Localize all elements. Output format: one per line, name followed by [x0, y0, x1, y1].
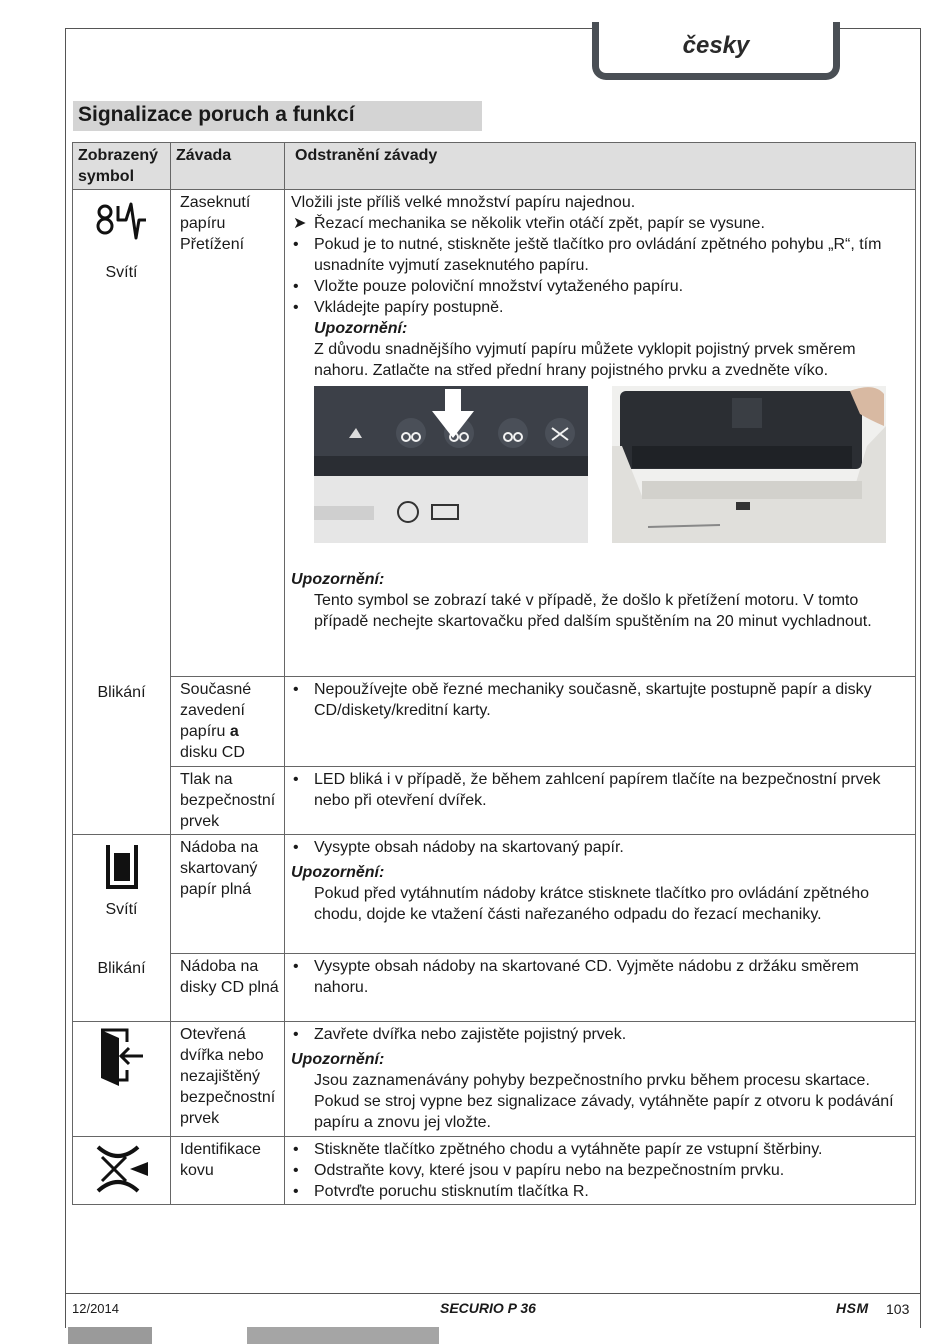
remedy-cell: [285, 677, 916, 767]
note-label: Upozornění:: [291, 864, 385, 881]
note-text: Jsou zaznamenávány pohyby bezpečnostního prvku během procesu skartace. Pokud se stroj vypne bez signalizace závady, vytáhněte papír z otvoru k podávání papíru a znovu jej vložte.: [314, 1072, 894, 1131]
list-item: • Odstraňte kovy, které jsou v papíru nebo na bezpečnostním prvku.: [293, 1162, 785, 1179]
photo-row: [314, 386, 909, 543]
bottom-decor-bar: [247, 1327, 439, 1344]
bullet-icon: •: [293, 236, 299, 253]
list-item: • Potvrďte poruchu stisknutím tlačítka R.: [293, 1183, 589, 1200]
symbol-state-on: Svítí: [105, 264, 138, 281]
fault-cell: Tlak na bezpečnostní prvek: [171, 767, 285, 835]
page-number: 103: [886, 1301, 910, 1317]
symbol-state-on: Svítí: [105, 901, 138, 918]
door-open-icon: [97, 1028, 147, 1086]
table-row: [73, 677, 916, 767]
bullet-icon: •: [293, 299, 299, 316]
table-row: [73, 954, 916, 1022]
note-label: Upozornění:: [291, 1051, 385, 1068]
fault-cell: Nádoba na skartovaný papír plná: [171, 835, 285, 954]
section-title: Signalizace poruch a funkcí: [73, 101, 482, 131]
table-row: [73, 1137, 916, 1205]
bin-full-icon: [105, 841, 139, 891]
control-panel-photo: [314, 386, 588, 543]
fault-table: [72, 142, 916, 1205]
footer-model: SECURIO P 36: [440, 1300, 536, 1316]
remedy-cell: [285, 767, 916, 835]
list-item: • Vysypte obsah nádoby na skartované CD. Vyjměte nádobu z držáku směrem nahoru.: [293, 958, 859, 996]
remedy-intro: Vložili jste příliš velké množství papíru najednou.: [291, 194, 636, 211]
list-item: • Nepoužívejte obě řezné mechaniky současně, skartujte postupně papír a disky CD/diskety/kreditní karty.: [293, 681, 872, 719]
metal-detection-icon: [94, 1143, 150, 1195]
table-row: [73, 1022, 916, 1137]
note-text: Tento symbol se zobrazí také v případě, že došlo k přetížení motoru. V tomto případě nechejte skartovačku před dalším spuštěním na 20 minut vychladnout.: [314, 592, 872, 630]
arrow-marker-icon: ➤: [293, 215, 307, 232]
table-header-row: [73, 143, 916, 190]
shredder-open-photo: [612, 386, 886, 543]
list-item: ➤ Řezací mechanika se několik vteřin otáčí zpět, papír se vysune.: [293, 215, 765, 232]
table-row: [73, 835, 916, 954]
list-item: • Vložte pouze poloviční množství vytaženého papíru.: [293, 278, 684, 295]
remedy-list: [291, 213, 909, 318]
fault-cell: Nádoba na disky CD plná: [171, 954, 285, 1022]
header-remedy: Odstranění závady: [285, 143, 916, 190]
bullet-icon: •: [293, 681, 299, 698]
bullet-icon: •: [293, 1141, 299, 1158]
symbol-cell: [73, 835, 171, 1022]
header-fault: Závada: [171, 143, 285, 190]
list-item: • Vkládejte papíry postupně.: [293, 299, 504, 316]
list-item: • Pokud je to nutné, stiskněte ještě tlačítko pro ovládání zpětného pohybu „R“, tím usnadníte vyjmutí zaseknutého papíru.: [293, 236, 882, 274]
list-item: • Vysypte obsah nádoby na skartovaný papír.: [293, 839, 624, 856]
symbol-state-blink: Blikání: [97, 684, 146, 701]
fault-cell: Zaseknutí papíru Přetížení: [171, 190, 285, 677]
bottom-decor-bar: [68, 1327, 152, 1344]
bullet-icon: •: [293, 771, 299, 788]
remedy-cell: [285, 1022, 916, 1137]
remedy-cell: [285, 954, 916, 1022]
bullet-icon: •: [293, 1183, 299, 1200]
bullet-icon: •: [293, 1026, 299, 1043]
footer-divider: [65, 1293, 921, 1294]
fault-cell: Současné zavedení papíru a disku CD: [171, 677, 285, 767]
symbol-state-blink: Blikání: [97, 960, 146, 977]
brand-logo: HSM: [836, 1300, 869, 1316]
bullet-icon: •: [293, 278, 299, 295]
language-tab: [592, 22, 840, 80]
symbol-cell: [73, 1137, 171, 1205]
bullet-icon: •: [293, 958, 299, 975]
list-item: • Zavřete dvířka nebo zajistěte pojistný prvek.: [293, 1026, 627, 1043]
bullet-icon: •: [293, 839, 299, 856]
table-row: [73, 767, 916, 835]
remedy-cell: [285, 835, 916, 954]
footer-date: 12/2014: [72, 1301, 119, 1316]
header-symbol: Zobrazený symbol: [73, 143, 171, 190]
remedy-cell: [285, 1137, 916, 1205]
fault-cell: Otevřená dvířka nebo nezajištěný bezpečnostní prvek: [171, 1022, 285, 1137]
table-row: [73, 190, 916, 677]
note-text: Z důvodu snadnějšího vyjmutí papíru můžete vyklopit pojistný prvek směrem nahoru. Zatlačte na střed přední hrany pojistného prvku a zvedněte víko.: [314, 341, 856, 379]
paper-jam-icon: [94, 196, 150, 244]
note-text: Pokud před vytáhnutím nádoby krátce stisknete tlačítko pro ovládání zpětného chodu, dojde ke vtažení části nařezaného odpadu do řezací mechaniky.: [314, 885, 869, 923]
fault-cell: Identifikace kovu: [171, 1137, 285, 1205]
symbol-cell: [73, 1022, 171, 1137]
note-label: Upozornění:: [291, 571, 385, 588]
language-label: česky: [682, 31, 750, 59]
note-label: Upozornění:: [314, 320, 408, 337]
bullet-icon: •: [293, 1162, 299, 1179]
list-item: • Stiskněte tlačítko zpětného chodu a vytáhněte papír ze vstupní štěrbiny.: [293, 1141, 823, 1158]
list-item: • LED bliká i v případě, že během zahlcení papírem tlačíte na bezpečnostní prvek nebo při otevření dvířek.: [293, 771, 881, 809]
symbol-cell: [73, 190, 171, 835]
remedy-cell: [285, 190, 916, 677]
